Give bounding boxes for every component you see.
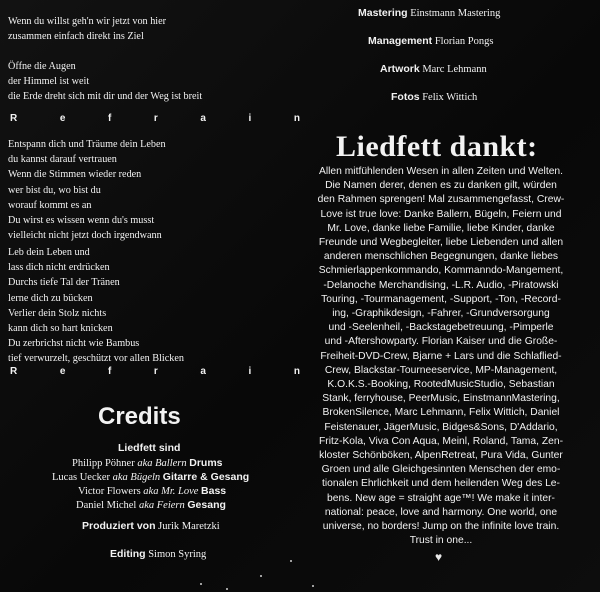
lyric-line: wer bist du, wo bist du <box>8 184 101 196</box>
member-role: Gitarre & Gesang <box>162 471 250 483</box>
lyrics-block-4 <box>8 245 298 367</box>
mastering-label: Mastering <box>358 7 408 19</box>
liedfett-sind-label: Liedfett sind <box>118 442 181 454</box>
thanks-line: Schmierlappenkommando, Kommanndo-Mangement, <box>318 265 564 277</box>
thanks-line: Freunde und Wegbegleiter, liebe Liebenden und allen <box>318 237 564 249</box>
refrain-letter: i <box>248 366 252 377</box>
mastering-name: Einstmann Mastering <box>410 8 501 19</box>
member-role: Drums <box>189 457 223 469</box>
lyrics-block-2 <box>8 59 298 105</box>
credits-title: Credits <box>98 403 181 430</box>
member-name: Lucas Uecker <box>52 472 111 483</box>
thanks-line: -Delanoche Merchandising, -L.R. Audio, -Piratowski <box>323 279 559 291</box>
lyric-line: Entspann dich und Träume dein Leben <box>8 139 166 150</box>
refrain-letter: f <box>107 366 112 377</box>
lyric-line: Leb dein Leben und <box>8 247 90 258</box>
mastering-credit <box>358 7 500 19</box>
management-name: Florian Pongs <box>434 36 494 47</box>
member-line <box>52 471 249 483</box>
thanks-line: tionalen Ehrlichkeit und dem heilenden Weg des Le- <box>322 478 560 490</box>
lyric-line: lass dich nicht erdrücken <box>8 262 110 274</box>
thanks-line: anderen menschlichen Begegnungen, danke liebes <box>323 251 559 263</box>
editing-name: Simon Syring <box>148 549 207 560</box>
speck-decoration <box>260 575 262 577</box>
lyric-line: Du wirst es wissen wenn du's musst <box>8 215 155 227</box>
artwork-credit <box>380 63 487 75</box>
editing-credit <box>110 548 206 560</box>
refrain-letter: e <box>59 366 66 377</box>
thanks-line: den Rahmen sprengen! Mal zusammengefasst, Crew- <box>317 194 565 206</box>
thanks-line: K.O.K.S.-Booking, RootedMusicStudio, Sebastian <box>327 379 555 391</box>
heart-icon: ♥ <box>435 550 443 564</box>
refrain-letter: n <box>293 113 300 124</box>
thanks-line: Touring, -Tourmanagement, -Support, -Ton, -Record- <box>321 293 561 305</box>
management-label: Management <box>368 35 433 47</box>
fotos-credit <box>391 91 477 103</box>
fotos-name: Felix Wittich <box>422 92 478 103</box>
thanks-line: national: peace, love and harmony. One world, one <box>324 506 558 518</box>
member-line <box>72 457 223 469</box>
lyric-line: Durchs tiefe Tal der Tränen <box>8 277 120 289</box>
lyric-line: Wenn die Stimmen wieder reden <box>8 169 142 181</box>
produced-name: Jurik Maretzki <box>158 521 220 532</box>
management-credit <box>368 35 493 47</box>
thanks-line: und -Aftershowparty. Florian Kaiser und die Große- <box>324 336 558 348</box>
speck-decoration <box>200 583 202 585</box>
produced-credit <box>82 520 220 532</box>
thanks-line: Stank, ferryhouse, PeerMusic, EinstmannMastering, <box>322 393 560 405</box>
refrain-label-1 <box>10 113 300 124</box>
member-aka: aka Bügeln <box>112 472 161 483</box>
member-aka: aka Ballern <box>137 458 187 469</box>
refrain-letter: r <box>153 366 158 377</box>
member-line <box>78 485 226 497</box>
lyric-line: Verlier dein Stolz nichts <box>8 307 107 319</box>
member-aka: aka Feiern <box>138 500 185 511</box>
refrain-label-2 <box>10 366 300 377</box>
lyric-line: die Erde dreht sich mit dir und der Weg ist breit <box>8 91 203 103</box>
lyric-line: kann dich so hart knicken <box>8 323 113 335</box>
thanks-line: Feistenauer, JägerMusic, Bidges&Sons, D'Addario, <box>324 421 558 433</box>
refrain-letter: n <box>293 366 300 377</box>
lyric-line: Öffne die Augen <box>8 61 76 72</box>
lyric-line: du kannst darauf vertrauen <box>8 154 117 166</box>
refrain-letter: r <box>153 113 158 124</box>
artwork-label: Artwork <box>380 63 420 75</box>
thanks-line: Love ist true love: Danke Ballern, Bügeln, Feiern und <box>320 208 562 220</box>
artwork-name: Marc Lehmann <box>422 64 487 75</box>
thanks-line: Fritz-Kola, Viva Con Aqua, Meinl, Roland, Tama, Zen- <box>319 435 563 447</box>
produced-label: Produziert von <box>82 520 156 532</box>
lyric-line: worauf kommt es an <box>8 199 92 211</box>
thanks-line: Groen und alle Gleichgesinnten Menschen der emo- <box>321 464 561 476</box>
thanks-line: ing, -Graphikdesign, -Fahrer, -Grundversorgung <box>332 308 550 320</box>
refrain-letter: a <box>200 366 206 377</box>
member-line <box>76 499 226 511</box>
thanks-line: BrokenSilence, Marc Lehmann, Felix Wittich, Daniel <box>322 407 560 419</box>
refrain-letter: R <box>10 366 18 377</box>
refrain-letter: f <box>107 113 112 124</box>
speck-decoration <box>290 560 292 562</box>
fotos-label: Fotos <box>391 91 420 103</box>
thanks-line: Freiheit-DVD-Crew, Bjarne + Lars und die Schlaflied- <box>320 350 562 362</box>
thanks-line: bens. New age = straight age™! We make it inter- <box>327 492 555 504</box>
thanks-line: universe, no borders! Jump on the infinite love train. <box>322 521 560 533</box>
thanks-line: Trust in one... <box>409 535 473 547</box>
lyric-line: Wenn du willst geh'n wir jetzt von hier <box>8 16 167 27</box>
thanks-line: Die Namen derer, denen es zu danken gilt, würden <box>325 180 557 192</box>
thanks-body <box>298 165 584 548</box>
member-name: Daniel Michel <box>76 500 137 511</box>
thanks-line: Mr. Love, danke liebe Familie, liebe Kinder, danke <box>327 222 555 234</box>
thanks-line: Crew, Blackstar-Tourneeservice, MP-Management, <box>324 364 558 376</box>
lyric-line: vielleicht nicht jetzt doch irgendwann <box>8 230 162 242</box>
lyric-line: der Himmel ist weit <box>8 76 90 88</box>
lyrics-block-3 <box>8 137 298 243</box>
member-aka: aka Mr. Love <box>143 486 199 497</box>
lyric-line: zusammen einfach direkt ins Ziel <box>8 31 144 43</box>
lyric-line: Du zerbrichst nicht wie Bambus <box>8 338 140 350</box>
member-name: Victor Flowers <box>78 486 141 497</box>
thanks-title: Liedfett dankt: <box>336 130 538 163</box>
member-name: Philipp Pöhner <box>72 458 135 469</box>
lyric-line: tief verwurzelt, geschützt vor allen Blicken <box>8 353 184 365</box>
refrain-letter: a <box>200 113 206 124</box>
lyric-line: lerne dich zu bücken <box>8 292 93 304</box>
thanks-line: kloster Schönböken, AlpenRetreat, Pura Vida, Gunter <box>319 450 563 462</box>
member-role: Gesang <box>187 499 226 511</box>
thanks-line: und -Seelenheil, -Backstagebetreuung, -Pimperle <box>328 322 554 334</box>
refrain-letter: R <box>10 113 18 124</box>
speck-decoration <box>226 588 228 590</box>
thanks-line: Allen mitfühlenden Wesen in allen Zeiten und Welten. <box>318 166 564 177</box>
refrain-letter: e <box>59 113 66 124</box>
speck-decoration <box>312 585 314 587</box>
refrain-letter: i <box>248 113 252 124</box>
member-role: Bass <box>201 485 227 497</box>
editing-label: Editing <box>110 548 146 560</box>
lyrics-block-1 <box>8 14 298 44</box>
